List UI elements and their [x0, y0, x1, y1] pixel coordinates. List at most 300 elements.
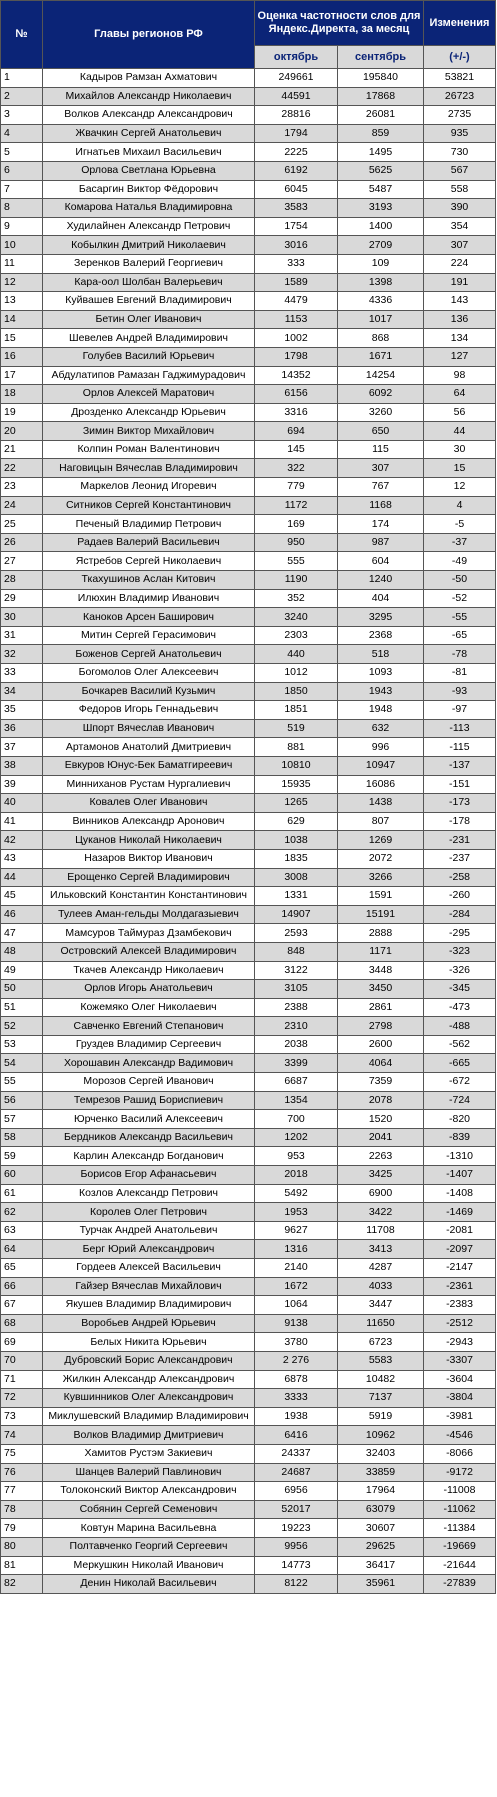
change-value: 730 [424, 143, 496, 162]
table-row [1, 775, 496, 794]
table-row [1, 1147, 496, 1166]
region-head-name: Кара-оол Шолбан Валерьевич [43, 273, 255, 292]
september-value: 996 [338, 738, 424, 757]
row-number: 50 [1, 980, 43, 999]
change-value: 15 [424, 459, 496, 478]
row-number: 5 [1, 143, 43, 162]
table-row [1, 1073, 496, 1092]
row-number: 2 [1, 87, 43, 106]
row-number: 43 [1, 849, 43, 868]
september-value: 1438 [338, 794, 424, 813]
row-number: 31 [1, 626, 43, 645]
change-value: -3604 [424, 1370, 496, 1389]
table-row [1, 924, 496, 943]
row-number: 68 [1, 1314, 43, 1333]
september-value: 518 [338, 645, 424, 664]
table-row [1, 254, 496, 273]
region-head-name: Голубев Василий Юрьевич [43, 347, 255, 366]
region-head-name: Илюхин Владимир Иванович [43, 589, 255, 608]
change-value: -21644 [424, 1556, 496, 1575]
table-row [1, 1351, 496, 1370]
september-value: 29625 [338, 1537, 424, 1556]
october-value: 881 [255, 738, 338, 757]
row-number: 56 [1, 1091, 43, 1110]
october-value: 52017 [255, 1500, 338, 1519]
row-number: 17 [1, 366, 43, 385]
row-number: 28 [1, 571, 43, 590]
change-value: -113 [424, 719, 496, 738]
table-row [1, 199, 496, 218]
region-head-name: Кадыров Рамзан Ахматович [43, 69, 255, 88]
change-value: 26723 [424, 87, 496, 106]
change-value: -78 [424, 645, 496, 664]
row-number: 78 [1, 1500, 43, 1519]
table-body [1, 69, 496, 1594]
change-value: -3804 [424, 1389, 496, 1408]
change-value: -3981 [424, 1407, 496, 1426]
row-number: 34 [1, 682, 43, 701]
region-head-name: Цуканов Николай Николаевич [43, 831, 255, 850]
region-head-name: Хамитов Рустэм Закиевич [43, 1444, 255, 1463]
october-value: 24687 [255, 1463, 338, 1482]
change-value: -151 [424, 775, 496, 794]
region-head-name: Орлов Алексей Маратович [43, 385, 255, 404]
october-value: 3122 [255, 961, 338, 980]
september-value: 6900 [338, 1184, 424, 1203]
table-row [1, 1575, 496, 1594]
september-value: 3260 [338, 403, 424, 422]
row-number: 22 [1, 459, 43, 478]
row-number: 73 [1, 1407, 43, 1426]
table-row [1, 849, 496, 868]
row-number: 60 [1, 1166, 43, 1185]
table-row [1, 385, 496, 404]
region-head-name: Орлов Игорь Анатольевич [43, 980, 255, 999]
region-head-name: Назаров Виктор Иванович [43, 849, 255, 868]
change-value: -97 [424, 701, 496, 720]
october-value: 950 [255, 533, 338, 552]
table-row [1, 1259, 496, 1278]
october-value: 700 [255, 1110, 338, 1129]
change-value: -284 [424, 905, 496, 924]
region-head-name: Маркелов Леонид Игоревич [43, 478, 255, 497]
september-value: 174 [338, 515, 424, 534]
region-head-name: Бетин Олег Иванович [43, 310, 255, 329]
september-value: 6723 [338, 1333, 424, 1352]
row-number: 72 [1, 1389, 43, 1408]
october-value: 1798 [255, 347, 338, 366]
row-number: 55 [1, 1073, 43, 1092]
september-value: 4033 [338, 1277, 424, 1296]
change-value: -562 [424, 1035, 496, 1054]
row-number: 16 [1, 347, 43, 366]
region-head-name: Радаев Валерий Васильевич [43, 533, 255, 552]
region-head-name: Орлова Светлана Юрьевна [43, 161, 255, 180]
subheader-september: сентябрь [338, 46, 424, 69]
region-head-name: Козлов Александр Петрович [43, 1184, 255, 1203]
table-row [1, 1091, 496, 1110]
row-number: 54 [1, 1054, 43, 1073]
table-row [1, 1407, 496, 1426]
september-value: 650 [338, 422, 424, 441]
september-value: 4336 [338, 292, 424, 311]
table-row [1, 161, 496, 180]
region-head-name: Белых Никита Юрьевич [43, 1333, 255, 1352]
september-value: 2072 [338, 849, 424, 868]
region-head-name: Тулеев Аман-гельды Молдагазыевич [43, 905, 255, 924]
region-head-name: Ковтун Марина Васильевна [43, 1519, 255, 1538]
october-value: 2388 [255, 998, 338, 1017]
september-value: 2861 [338, 998, 424, 1017]
table-row [1, 831, 496, 850]
october-value: 3016 [255, 236, 338, 255]
october-value: 1938 [255, 1407, 338, 1426]
region-head-name: Минниханов Рустам Нургалиевич [43, 775, 255, 794]
row-number: 67 [1, 1296, 43, 1315]
table-row [1, 719, 496, 738]
september-value: 1017 [338, 310, 424, 329]
region-head-name: Федоров Игорь Геннадьевич [43, 701, 255, 720]
region-head-name: Гордеев Алексей Васильевич [43, 1259, 255, 1278]
table-row [1, 571, 496, 590]
region-head-name: Собянин Сергей Семенович [43, 1500, 255, 1519]
table-row [1, 329, 496, 348]
september-value: 2368 [338, 626, 424, 645]
change-value: -2943 [424, 1333, 496, 1352]
september-value: 6092 [338, 385, 424, 404]
change-value: 64 [424, 385, 496, 404]
region-head-name: Борисов Егор Афанасьевич [43, 1166, 255, 1185]
table-row [1, 682, 496, 701]
change-value: -839 [424, 1128, 496, 1147]
change-value: 53821 [424, 69, 496, 88]
table-row [1, 1203, 496, 1222]
row-number: 7 [1, 180, 43, 199]
region-head-name: Волков Александр Александрович [43, 106, 255, 125]
change-value: -2147 [424, 1259, 496, 1278]
change-value: -672 [424, 1073, 496, 1092]
september-value: 2709 [338, 236, 424, 255]
region-head-name: Дубровский Борис Александрович [43, 1351, 255, 1370]
table-row [1, 273, 496, 292]
row-number: 32 [1, 645, 43, 664]
row-number: 63 [1, 1221, 43, 1240]
september-value: 4064 [338, 1054, 424, 1073]
header-changes: Изменения [424, 1, 496, 46]
region-head-name: Мамсуров Таймураз Дзамбекович [43, 924, 255, 943]
change-value: -55 [424, 608, 496, 627]
region-head-name: Ковалев Олег Иванович [43, 794, 255, 813]
october-value: 14352 [255, 366, 338, 385]
september-value: 767 [338, 478, 424, 497]
change-value: -295 [424, 924, 496, 943]
header-frequency-estimate: Оценка частотности слов для Яндекс.Директа, за месяц [255, 1, 424, 46]
change-value: -50 [424, 571, 496, 590]
row-number: 39 [1, 775, 43, 794]
region-head-name: Якушев Владимир Владимирович [43, 1296, 255, 1315]
september-value: 1948 [338, 701, 424, 720]
september-value: 5625 [338, 161, 424, 180]
september-value: 17964 [338, 1482, 424, 1501]
table-row [1, 868, 496, 887]
table-row [1, 236, 496, 255]
october-value: 6416 [255, 1426, 338, 1445]
row-number: 58 [1, 1128, 43, 1147]
change-value: -345 [424, 980, 496, 999]
change-value: 143 [424, 292, 496, 311]
table-row [1, 626, 496, 645]
october-value: 1331 [255, 887, 338, 906]
october-value: 629 [255, 812, 338, 831]
september-value: 63079 [338, 1500, 424, 1519]
september-value: 1398 [338, 273, 424, 292]
october-value: 333 [255, 254, 338, 273]
change-value: 935 [424, 124, 496, 143]
september-value: 11650 [338, 1314, 424, 1333]
region-head-name: Комарова Наталья Владимировна [43, 199, 255, 218]
table-row [1, 217, 496, 236]
october-value: 6878 [255, 1370, 338, 1389]
october-value: 44591 [255, 87, 338, 106]
region-head-name: Груздев Владимир Сергеевич [43, 1035, 255, 1054]
change-value: -27839 [424, 1575, 496, 1594]
october-value: 2303 [255, 626, 338, 645]
october-value: 24337 [255, 1444, 338, 1463]
september-value: 2041 [338, 1128, 424, 1147]
row-number: 26 [1, 533, 43, 552]
october-value: 1012 [255, 664, 338, 683]
table-row [1, 496, 496, 515]
october-value: 555 [255, 552, 338, 571]
october-value: 1754 [255, 217, 338, 236]
september-value: 5487 [338, 180, 424, 199]
october-value: 1589 [255, 273, 338, 292]
row-number: 8 [1, 199, 43, 218]
september-value: 404 [338, 589, 424, 608]
region-head-name: Гайзер Вячеслав Михайлович [43, 1277, 255, 1296]
september-value: 1400 [338, 217, 424, 236]
region-head-name: Ястребов Сергей Николаевич [43, 552, 255, 571]
table-header [1, 1, 496, 69]
september-value: 3450 [338, 980, 424, 999]
region-head-name: Зеренков Валерий Георгиевич [43, 254, 255, 273]
october-value: 6045 [255, 180, 338, 199]
row-number: 40 [1, 794, 43, 813]
table-row [1, 422, 496, 441]
table-row [1, 1482, 496, 1501]
row-number: 9 [1, 217, 43, 236]
september-value: 30607 [338, 1519, 424, 1538]
row-number: 59 [1, 1147, 43, 1166]
october-value: 1354 [255, 1091, 338, 1110]
september-value: 2263 [338, 1147, 424, 1166]
september-value: 1093 [338, 664, 424, 683]
september-value: 3447 [338, 1296, 424, 1315]
september-value: 3448 [338, 961, 424, 980]
table-row [1, 738, 496, 757]
september-value: 3295 [338, 608, 424, 627]
october-value: 1002 [255, 329, 338, 348]
row-number: 57 [1, 1110, 43, 1129]
region-head-name: Богомолов Олег Алексеевич [43, 664, 255, 683]
october-value: 1064 [255, 1296, 338, 1315]
row-number: 23 [1, 478, 43, 497]
october-value: 1953 [255, 1203, 338, 1222]
table-row [1, 310, 496, 329]
september-value: 11708 [338, 1221, 424, 1240]
region-head-name: Митин Сергей Герасимович [43, 626, 255, 645]
october-value: 9956 [255, 1537, 338, 1556]
region-head-name: Жилкин Александр Александрович [43, 1370, 255, 1389]
region-head-name: Темрезов Рашид Бориспиевич [43, 1091, 255, 1110]
row-number: 4 [1, 124, 43, 143]
september-value: 5583 [338, 1351, 424, 1370]
september-value: 3193 [338, 199, 424, 218]
row-number: 29 [1, 589, 43, 608]
october-value: 8122 [255, 1575, 338, 1594]
subheader-change-unit: (+/-) [424, 46, 496, 69]
row-number: 65 [1, 1259, 43, 1278]
september-value: 10947 [338, 756, 424, 775]
september-value: 868 [338, 329, 424, 348]
october-value: 848 [255, 942, 338, 961]
september-value: 987 [338, 533, 424, 552]
october-value: 6956 [255, 1482, 338, 1501]
october-value: 169 [255, 515, 338, 534]
row-number: 74 [1, 1426, 43, 1445]
change-value: -115 [424, 738, 496, 757]
region-head-name: Колпин Роман Валентинович [43, 440, 255, 459]
october-value: 1038 [255, 831, 338, 850]
change-value: 2735 [424, 106, 496, 125]
october-value: 2593 [255, 924, 338, 943]
table-row [1, 1519, 496, 1538]
table-row [1, 1035, 496, 1054]
change-value: -1310 [424, 1147, 496, 1166]
table-row [1, 1537, 496, 1556]
september-value: 15191 [338, 905, 424, 924]
table-row [1, 292, 496, 311]
september-value: 7359 [338, 1073, 424, 1092]
row-number: 1 [1, 69, 43, 88]
table-row [1, 1110, 496, 1129]
change-value: -820 [424, 1110, 496, 1129]
table-row [1, 143, 496, 162]
region-head-name: Михайлов Александр Николаевич [43, 87, 255, 106]
row-number: 79 [1, 1519, 43, 1538]
table-row [1, 1426, 496, 1445]
table-row [1, 1389, 496, 1408]
table-row [1, 552, 496, 571]
october-value: 1835 [255, 849, 338, 868]
region-head-name: Савченко Евгений Степанович [43, 1017, 255, 1036]
change-value: -2383 [424, 1296, 496, 1315]
october-value: 1850 [255, 682, 338, 701]
change-value: -11008 [424, 1482, 496, 1501]
change-value: 4 [424, 496, 496, 515]
region-head-name: Абдулатипов Рамазан Гаджимурадович [43, 366, 255, 385]
row-number: 15 [1, 329, 43, 348]
row-number: 51 [1, 998, 43, 1017]
change-value: -231 [424, 831, 496, 850]
change-value: -173 [424, 794, 496, 813]
change-value: -1469 [424, 1203, 496, 1222]
row-number: 49 [1, 961, 43, 980]
september-value: 32403 [338, 1444, 424, 1463]
change-value: 134 [424, 329, 496, 348]
september-value: 1943 [338, 682, 424, 701]
region-head-name: Ильковский Константин Константинович [43, 887, 255, 906]
row-number: 21 [1, 440, 43, 459]
region-head-name: Турчак Андрей Анатольевич [43, 1221, 255, 1240]
row-number: 12 [1, 273, 43, 292]
september-value: 3413 [338, 1240, 424, 1259]
september-value: 2798 [338, 1017, 424, 1036]
october-value: 5492 [255, 1184, 338, 1203]
october-value: 19223 [255, 1519, 338, 1538]
region-head-name: Ерощенко Сергей Владимирович [43, 868, 255, 887]
table-row [1, 347, 496, 366]
table-row [1, 533, 496, 552]
change-value: -323 [424, 942, 496, 961]
change-value: -1407 [424, 1166, 496, 1185]
september-value: 10962 [338, 1426, 424, 1445]
september-value: 604 [338, 552, 424, 571]
row-number: 82 [1, 1575, 43, 1594]
table-row [1, 701, 496, 720]
row-number: 81 [1, 1556, 43, 1575]
table-row [1, 1333, 496, 1352]
row-number: 48 [1, 942, 43, 961]
table-row [1, 124, 496, 143]
change-value: -178 [424, 812, 496, 831]
change-value: -2097 [424, 1240, 496, 1259]
region-head-name: Бочкарев Василий Кузьмич [43, 682, 255, 701]
subheader-october: октябрь [255, 46, 338, 69]
september-value: 1168 [338, 496, 424, 515]
table-row [1, 1240, 496, 1259]
row-number: 19 [1, 403, 43, 422]
header-region-heads: Главы регионов РФ [43, 1, 255, 69]
change-value: 98 [424, 366, 496, 385]
september-value: 1171 [338, 942, 424, 961]
september-value: 109 [338, 254, 424, 273]
table-row [1, 794, 496, 813]
october-value: 249661 [255, 69, 338, 88]
september-value: 16086 [338, 775, 424, 794]
october-value: 1190 [255, 571, 338, 590]
table-row [1, 1017, 496, 1036]
change-value: -326 [424, 961, 496, 980]
table-row [1, 1054, 496, 1073]
change-value: -8066 [424, 1444, 496, 1463]
table-row [1, 961, 496, 980]
change-value: -665 [424, 1054, 496, 1073]
table-row [1, 1277, 496, 1296]
row-number: 69 [1, 1333, 43, 1352]
change-value: 136 [424, 310, 496, 329]
change-value: 30 [424, 440, 496, 459]
header-number: № [1, 1, 43, 69]
change-value: 191 [424, 273, 496, 292]
change-value: 567 [424, 161, 496, 180]
region-head-name: Шевелев Андрей Владимирович [43, 329, 255, 348]
change-value: 558 [424, 180, 496, 199]
row-number: 61 [1, 1184, 43, 1203]
october-value: 953 [255, 1147, 338, 1166]
change-value: -65 [424, 626, 496, 645]
change-value: -11384 [424, 1519, 496, 1538]
